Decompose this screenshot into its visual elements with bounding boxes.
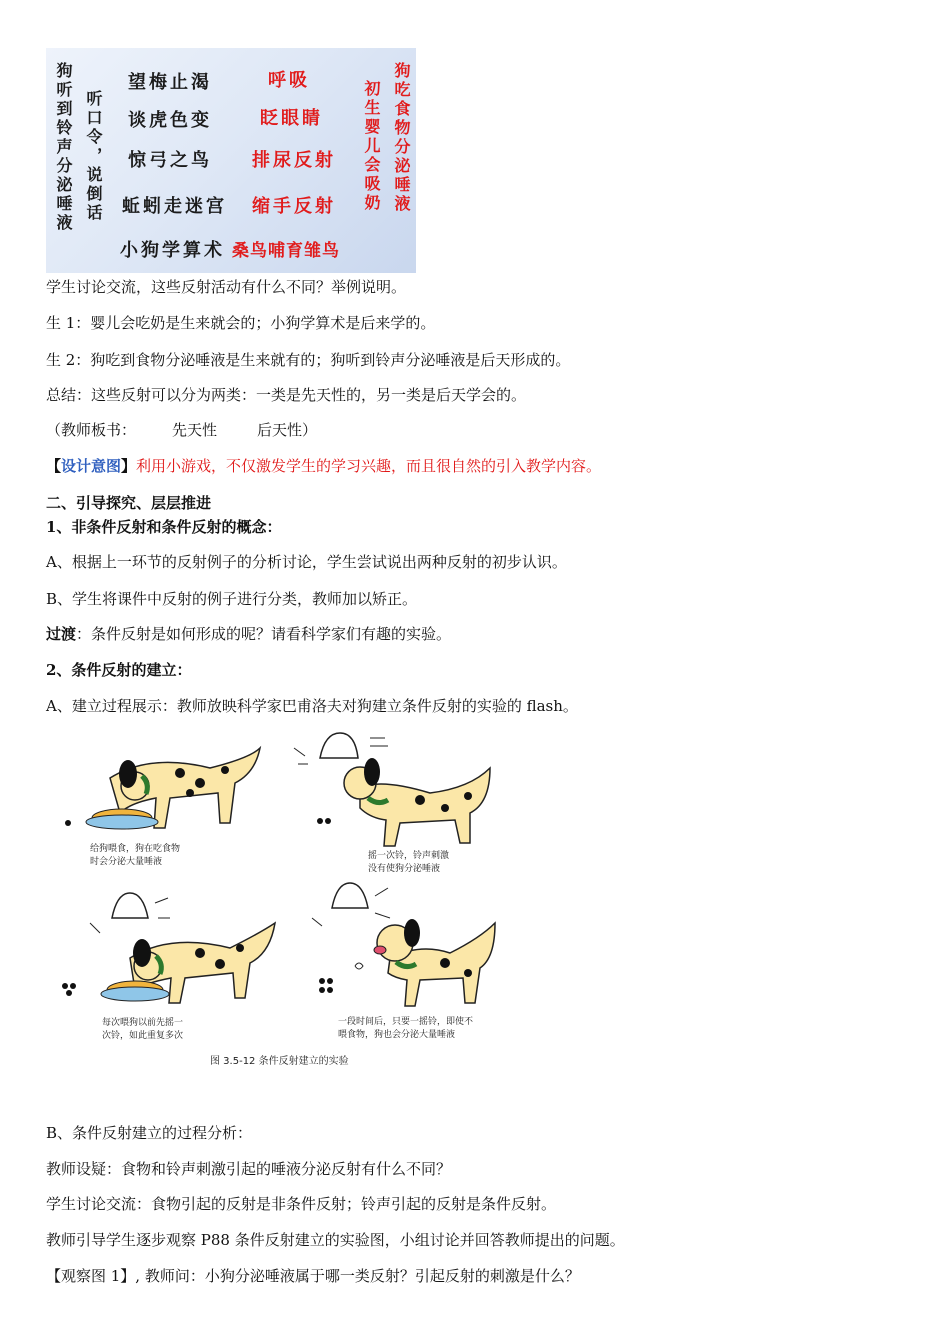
panel-1-caption-b: 时会分泌大量唾液 <box>90 857 163 867</box>
panel-1-caption-a: 给狗喂食，狗在吃食物 <box>90 844 181 854</box>
panel-4-caption-a: 一段时间后，只要一摇铃，即使不 <box>338 1017 474 1027</box>
slide-col-dog-food: 狗吃食物分泌唾液 <box>392 62 411 214</box>
paragraph-analysis: B、条件反射建立的过程分析： <box>46 1124 253 1142</box>
panel-2-caption-a: 摇一次铃，铃声刺激 <box>368 851 450 861</box>
panel-3-caption-b: 次铃，如此重复多次 <box>102 1031 184 1041</box>
pavlov-figure <box>50 728 540 1073</box>
panel-1-dog-eating <box>65 748 260 867</box>
paragraph-discussion: 学生讨论交流，这些反射活动有什么不同？举例说明。 <box>46 278 407 296</box>
board-innate: 先天性 <box>172 421 218 439</box>
paragraph-flash: A、建立过程展示：教师放映科学家巴甫洛夫对狗建立条件反射的实验的 flash。 <box>46 697 578 715</box>
bracket-close: 】 <box>121 457 137 475</box>
paragraph-student-exchange: 学生讨论交流：食物引起的反射是非条件反射；铃声引起的反射是条件反射。 <box>46 1195 557 1213</box>
paragraph-design-intent <box>46 455 601 477</box>
slide-row-black-4: 蚯蚓走迷宫 <box>122 196 227 217</box>
slide-row-red-2: 眨眼睛 <box>260 108 323 129</box>
paragraph-summary: 总结：这些反射可以分为两类：一类是先天性的，另一类是后天学会的。 <box>46 386 527 404</box>
paragraph-student1: 生 1：婴儿会吃奶是生来就会的；小狗学算术是后来学的。 <box>46 314 436 332</box>
paragraph-student2: 生 2：狗吃到食物分泌唾液是生来就有的；狗听到铃声分泌唾液是后天形成的。 <box>46 351 571 369</box>
slide-row-black-2: 谈虎色变 <box>128 110 212 131</box>
bell-icon <box>332 883 368 908</box>
board-acquired: 后天性） <box>257 421 318 439</box>
slide-row-black-5: 小狗学算术 <box>120 240 225 261</box>
panel-4-bell-saliva <box>312 883 495 1040</box>
panel-3-bell-and-food <box>62 893 275 1041</box>
paragraph-board-notes <box>46 419 317 441</box>
figure-caption: 图 3.5-12 条件反射建立的实验 <box>210 1056 349 1067</box>
transition-body: ：条件反射是如何形成的呢？请看科学家们有趣的实验。 <box>76 625 452 643</box>
slide-row-black-1: 望梅止渴 <box>128 72 212 93</box>
slide-row-red-4: 缩手反射 <box>252 196 336 217</box>
design-intent-body: 利用小游戏，不仅激发学生的学习兴趣，而且很自然的引入教学内容。 <box>136 457 602 475</box>
section-heading-2: 二、引导探究、层层推进 <box>46 494 212 512</box>
slide-row-red-3: 排尿反射 <box>252 150 336 171</box>
subheading-concepts: 1、非条件反射和条件反射的概念： <box>46 518 282 536</box>
slide-row-red-1: 呼吸 <box>268 70 310 91</box>
slide-col-dog-bell: 狗听到铃声分泌唾液 <box>54 62 73 233</box>
panel-2-bell-no-saliva <box>294 733 490 874</box>
transition-label: 过渡 <box>46 625 77 643</box>
design-intent-tag: 设计意图 <box>61 457 122 475</box>
paragraph-b: B、学生将课件中反射的例子进行分类，教师加以矫正。 <box>46 590 418 608</box>
bracket-open: 【 <box>46 457 62 475</box>
paragraph-teacher-guide: 教师引导学生逐步观察 P88 条件反射建立的实验图，小组讨论并回答教师提出的问题。 <box>46 1231 625 1249</box>
bell-icon <box>112 893 148 918</box>
slide-col-reverse-words: 听口令，说倒话 <box>84 90 103 223</box>
paragraph-transition <box>46 623 451 645</box>
subheading-establish: 2、条件反射的建立： <box>46 661 192 679</box>
panel-2-caption-b: 没有使狗分泌唾液 <box>368 864 441 874</box>
panel-3-caption-a: 每次喂狗以前先摇一 <box>102 1018 184 1028</box>
paragraph-teacher-question: 教师设疑：食物和铃声刺激引起的唾液分泌反射有什么不同？ <box>46 1160 452 1178</box>
bell-icon <box>320 733 358 758</box>
slide-image <box>46 48 416 273</box>
slide-col-baby-suck: 初生婴儿会吸奶 <box>362 80 381 213</box>
board-label: （教师板书： <box>46 421 137 439</box>
paragraph-observe-1: 【观察图 1】, 教师问：小狗分泌唾液属于哪一类反射？引起反射的刺激是什么？ <box>46 1267 580 1285</box>
slide-row-red-5: 桑鸟哺育雏鸟 <box>232 241 340 261</box>
panel-4-caption-b: 喂食物，狗也会分泌大量唾液 <box>338 1030 456 1040</box>
paragraph-a: A、根据上一环节的反射例子的分析讨论，学生尝试说出两种反射的初步认识。 <box>46 553 567 571</box>
slide-row-black-3: 惊弓之鸟 <box>128 150 212 171</box>
